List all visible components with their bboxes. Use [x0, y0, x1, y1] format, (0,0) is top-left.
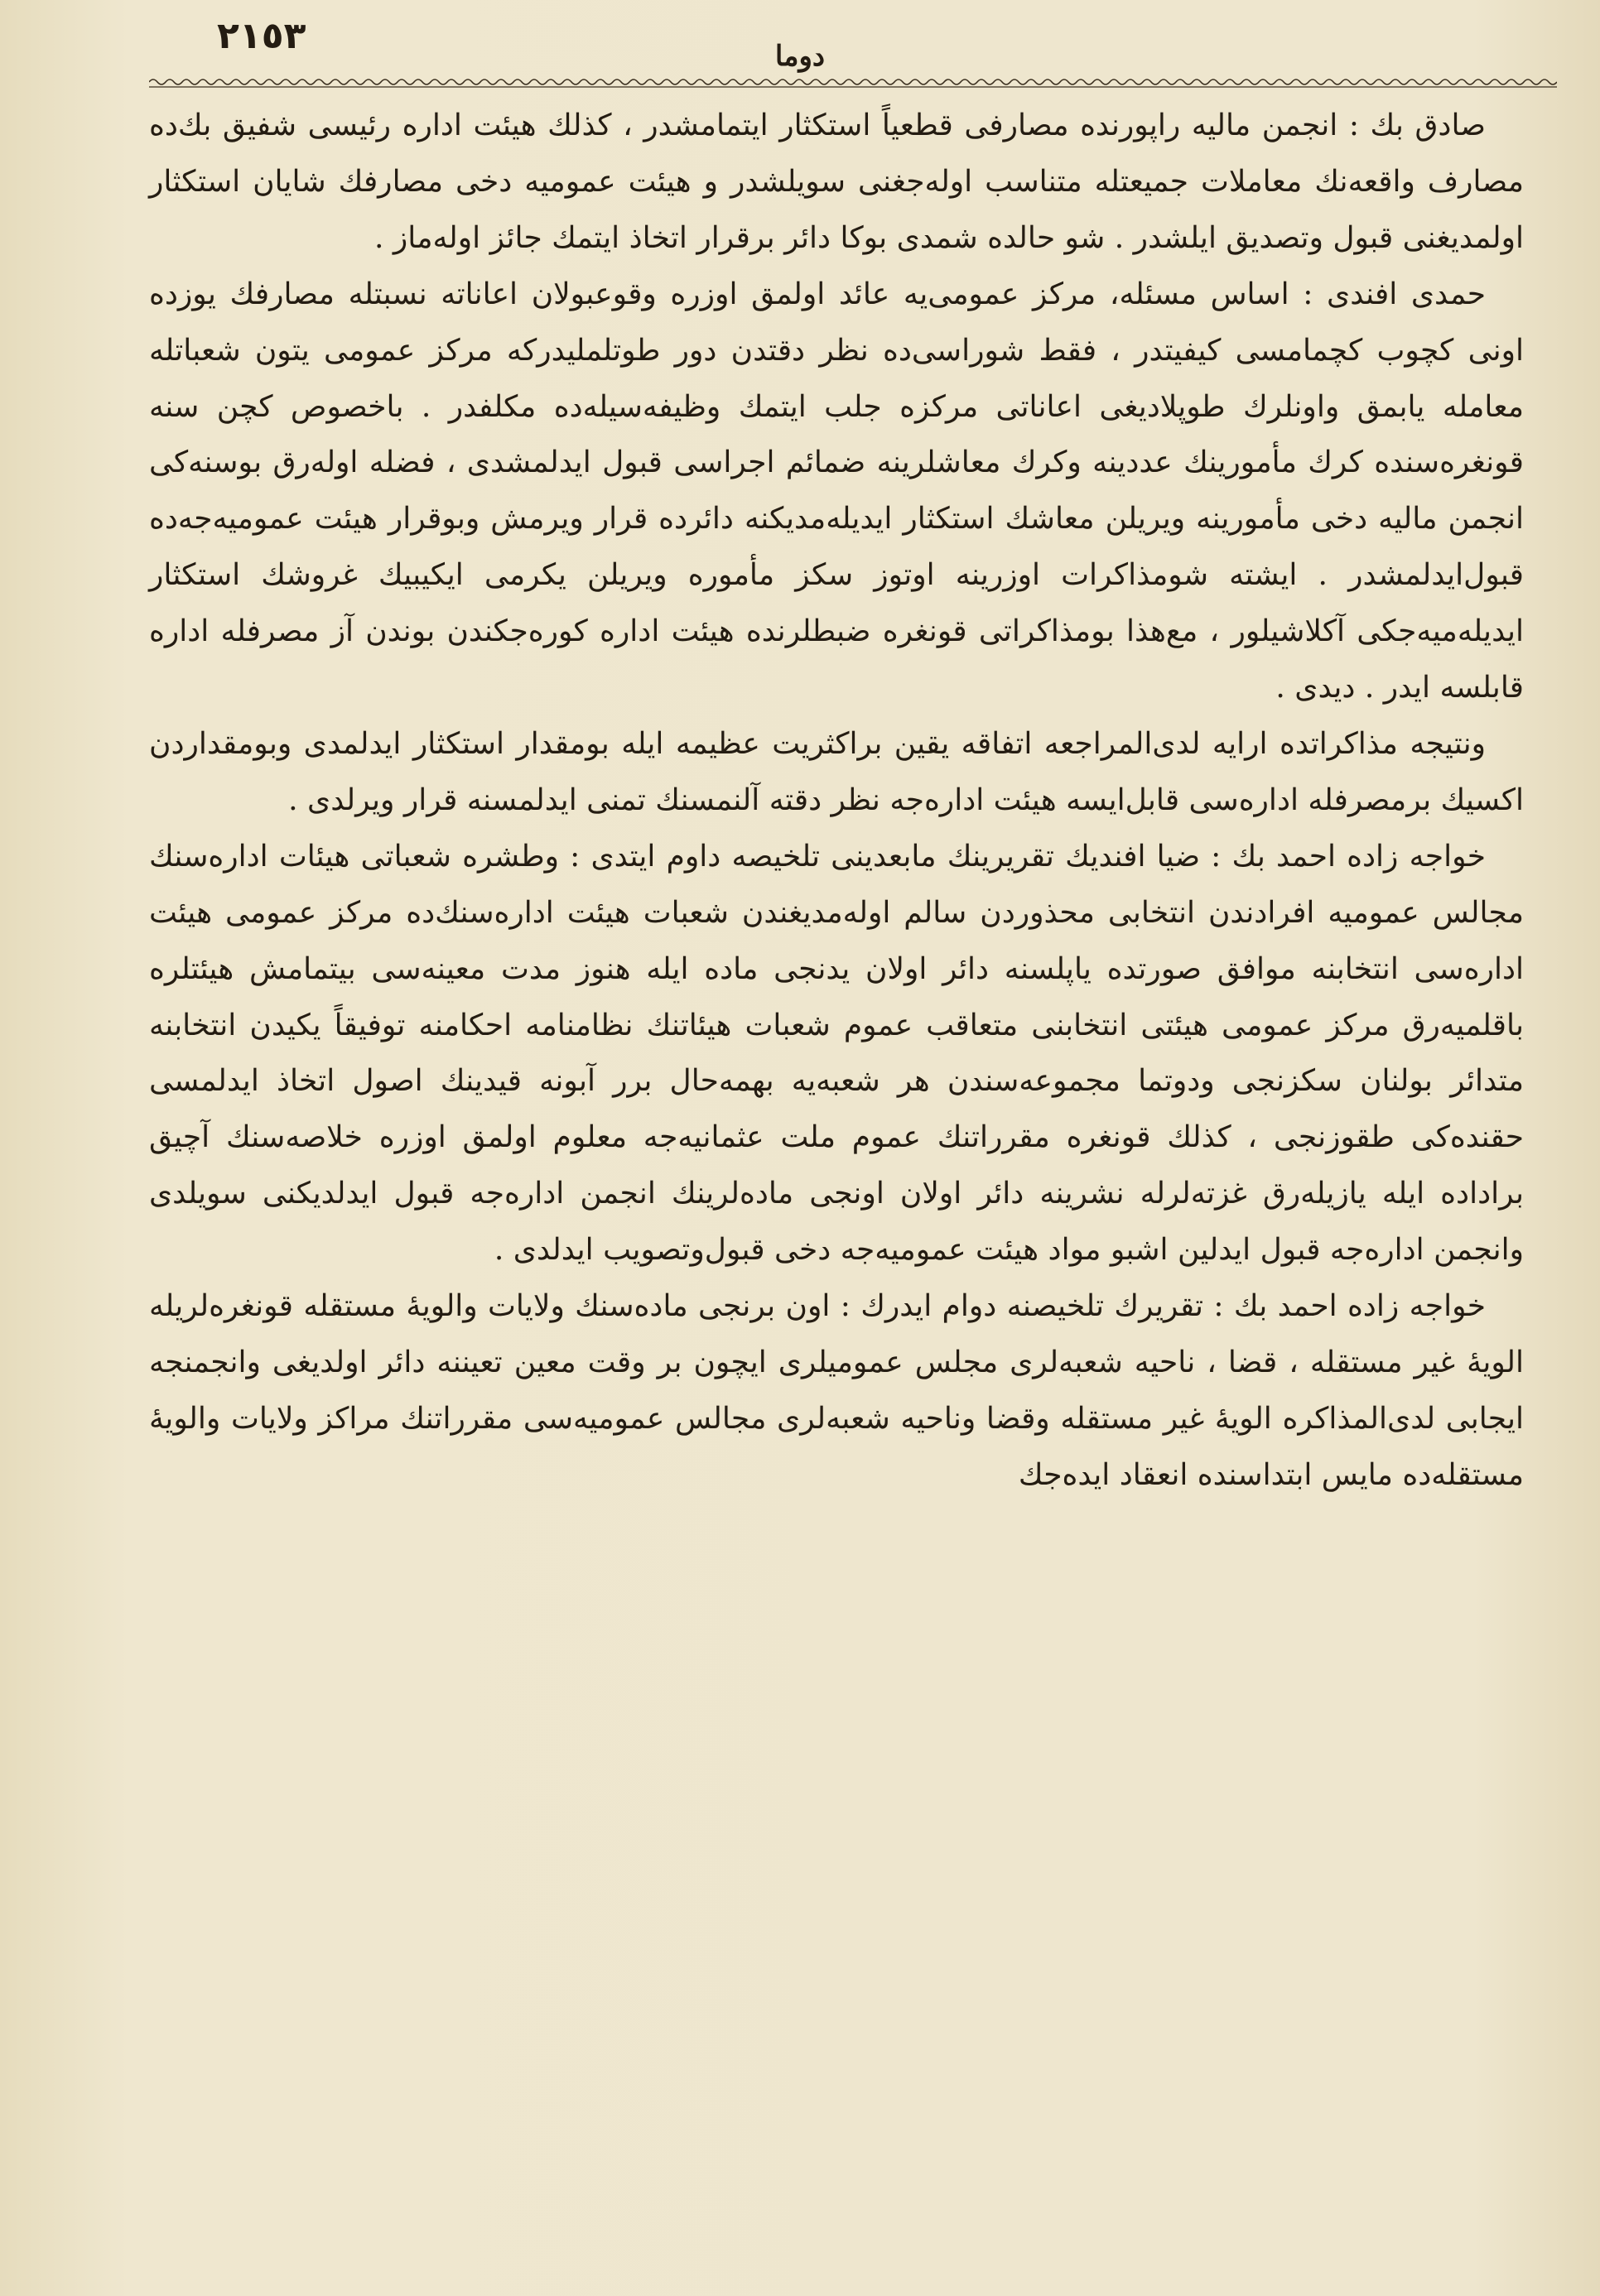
article-body	[149, 98, 1524, 2275]
running-head: دوما	[774, 40, 826, 73]
wavy-rule	[149, 76, 1557, 89]
paragraph-ahmed-2: خواجه زاده احمد بك : تقريرك تلخيصنه دوام ايدرك : اون برنجى ماده‌سنك ولايات والويهٔ مستقله قونغره‌لريله الويهٔ غير مستقله ، قضا ، ناحيه شعبه‌لرى مجلس عموميلرى ايچون بر وقت معين تعيننه دائر اولديغى وانجمنجه ايجابى لدى‌المذاكره الويهٔ غير مستقله وقضا وناحيه شعبه‌لرى مجالس عموميه‌سى مقرراتنك مراكز ولايات والويهٔ مستقله‌ده مايس ابتداسنده انعقاد ايده‌جك	[149, 1289, 1524, 1492]
paragraph-hamdi: حمدى افندى : اساس مسئله، مركز عمومى‌يه عائد اولمق اوزره وقوعبولان اعاناته نسبتله مصارفك يوزده اونى كچوب كچمامسى كيفيتدر ، فقط شوراسى‌ده نظر دقتدن دور طوتلمليدركه مركز عمومى يتون شعباتله معامله يابمق واونلرك طوپلاديغى اعاناتى مركزه جلب ايتمك وظيفه‌سيله‌ده مكلفدر . باخصوص كچن سنه قونغره‌سنده كرك مأمورينك عددينه وكرك معاشلرينه ضمائم اجراسى قبول ايدلمشدى ، فضله اوله‌رق بوسنه‌كى انجمن ماليه دخى مأمورينه ويريلن معاشك استكثار ايديله‌مديكنه دائرده قرار ويرمش وبوقرار هيئت عموميه‌جه‌ده قبول‌ايدلمشدر . ايشته شومذاكرات اوزرينه اوتوز سكز مأموره ويريلن يكرمى ايكيبيك غروشك استكثار ايديله‌ميه‌جكى آكلاشيلور ، مع‌هذا بومذاكراتى قونغره ضبطلرنده هيئت اداره كوره‌جكندن بوندن آز مصرفله اداره قابلسه ايدر . ديدى .	[149, 277, 1524, 705]
page-number: ٢١٥٣	[217, 15, 306, 57]
paragraph-sadiq: صادق بك : انجمن ماليه راپورنده مصارفى قطعياً استكثار ايتمامشدر ، كذلك هيئت اداره رئيسى شفيق بك‌ده مصارف واقعه‌نك معاملات جميعتله متناسب اوله‌جغنى سويلشدر و هيئت عموميه دخى مصارفك شايان استكثار اولمديغنى قبول وتصديق ايلشدر . شو حالده شمدى بوكا دائر برقرار اتخاذ ايتمك جائز اوله‌ماز .	[149, 108, 1524, 255]
paragraph-ahmed-1: خواجه زاده احمد بك : ضيا افنديك تقريرينك مابعدينى تلخيصه داوم ايتدى : وطشره شعباتى هيئات اداره‌سنك مجالس عموميه افرادندن انتخابى محذوردن سالم اوله‌مديغندن شعبات هيئت اداره‌سنك‌ده مركز عمومى هيئت اداره‌سى انتخابنه موافق صورتده ياپلسنه دائر اولان يدنجى ماده ايله هنوز مدت معينه‌سى بيتمامش هيئتلره باقلميه‌رق مركز عمومى هيئتى انتخابنى متعاقب عموم شعبات هيئاتنك نظامنامه احكامنه توفيقاً يكيدن انتخابنه متدائر بولنان سكزنجى ودوتما مجموعه‌سندن هر شعبه‌يه بهمه‌حال برر آبونه قيدينك اصول اتخاذ ايدلمسى حقنده‌كى طقوزنجى ، كذلك قونغره مقرراتنك عموم ملت عثمانيه‌جه معلوم اولمق اوزره خلاصه‌سنك آچيق براداده ايله يازيله‌رق غزته‌لرله نشرينه دائر اولان اونجى ماده‌لرينك انجمن اداره‌جه قبول ايدلديكنى سويلدى وانجمن اداره‌جه قبول ايدلين اشبو مواد هيئت عموميه‌جه دخى قبول‌وتصويب ايدلدى .	[149, 839, 1524, 1268]
paragraph-conclusion: ونتيجه مذاكراتده ارايه لدى‌المراجعه اتفاقه يقين براكثريت عظيمه ايله بومقدار استكثار ايدلمدى وبومقداردن اكسيك برمصرفله اداره‌سى قابل‌ايسه هيئت اداره‌جه نظر دقته آلنمسنك تمنى ايدلمسنه قرار ويرلدى .	[149, 726, 1524, 817]
